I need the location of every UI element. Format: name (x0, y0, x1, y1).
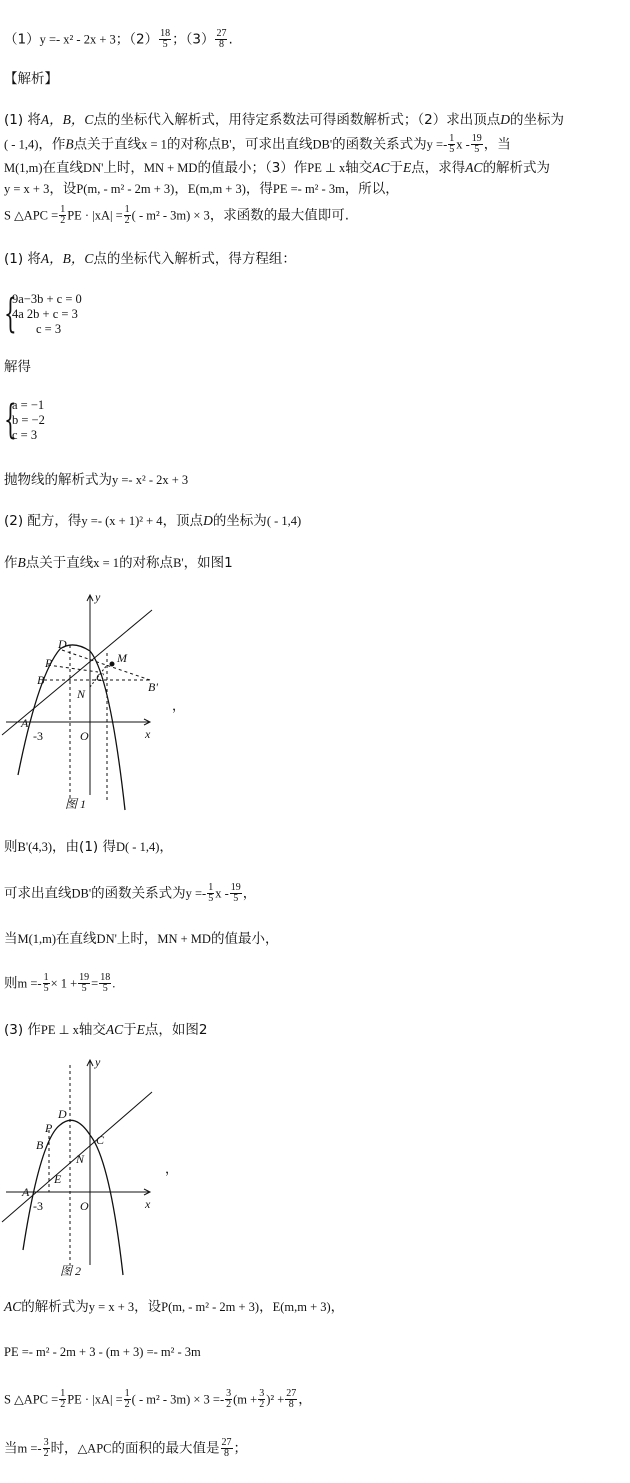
svg-text:图 2: 图 2 (60, 1264, 82, 1278)
svg-text:，: ， (172, 698, 186, 713)
analysis-line-4: y = x + 3，设P(m, - m² - 2m + 3)，E(m,m + 3)，得PE =- m² - 3m，所以， (4, 181, 399, 197)
step9-line: PE =- m² - 2m + 3 - (m + 3) =- m² - 3m (4, 1345, 201, 1359)
svg-text:E: E (54, 1172, 62, 1186)
svg-text:O: O (80, 729, 89, 743)
step11-line: 当m =- $\frac{3}{2}$ 时，△APC的面积的最大值是 $\frac{27}{8}$ ； (4, 1437, 247, 1459)
analysis-line-2: ( - 1,4)，作B点关于直线x = 1的对称点B'，可求出直线DB'的函数关系式为y =- $\frac{1}{5}$ x - $\frac{19}{5}$ ，当 (4, 133, 511, 155)
svg-text:C: C (96, 1133, 105, 1147)
answer-line: （1）y =- x² - 2x + 3；（2） $\frac{18}{5}$ ；（3） $\frac{27}{8}$ . (4, 28, 233, 50)
svg-text:B: B (36, 1138, 44, 1152)
svg-text:图 1: 图 1 (65, 797, 87, 811)
brace-icon: { (4, 397, 17, 443)
solve-label: 解得 (4, 359, 31, 375)
svg-text:，: ， (165, 1161, 179, 1176)
step7-line: (3) 作PE ⊥ x轴交AC于E点，如图2 (4, 1022, 208, 1038)
answer-sep: ；（2） (115, 31, 159, 48)
svg-text:P: P (45, 1121, 53, 1135)
svg-text:B': B' (148, 680, 158, 694)
analysis-line-3: M(1,m)在直线DN'上时，MN + MD的值最小；（3）作PE ⊥ x轴交AC于E点，求得AC的解析式为 (4, 160, 551, 176)
svg-text:O: O (80, 1199, 89, 1213)
svg-text:D: D (58, 637, 67, 651)
equation-system-2: { a = −1 b = −2 c = 3 (4, 397, 45, 443)
figure-1 (0, 585, 220, 820)
answer-equation: y =- x² - 2x + 3 (39, 32, 116, 47)
step10-line: S △APC = $\frac{1}{2}$ PE · |xA| = $\frac{1}{2}$ ( - m² - 3m) × 3 =- $\frac{3}{2}$ (m + $\frac{3}{2}$ )² + $\frac{27}{8}$ ， (4, 1388, 312, 1410)
svg-text:N: N (77, 687, 86, 701)
svg-text:B: B (37, 673, 45, 687)
step3-line: 则B'(4,3)，由(1) 得D( - 1,4)， (4, 839, 173, 855)
analysis-line-5: S △APC = $\frac{1}{2}$ PE · |xA| = $\frac{1}{2}$ ( - m² - 3m) × 3，求函数的最大值即可. (4, 204, 350, 226)
equation-system-1: { 9a−3b + c = 0 4a 2b + c = 3 c = 3 (4, 291, 82, 337)
analysis-title: 【解析】 (4, 71, 58, 87)
svg-text:N: N (76, 1152, 85, 1166)
answer-fraction-2: $\frac{27}{8}$ (216, 28, 227, 50)
svg-text:x: x (145, 727, 151, 741)
svg-text:C: C (96, 670, 105, 684)
step4-line: 可求出直线DB'的函数关系式为y =- $\frac{1}{5}$ x - $\frac{19}{5}$ ， (4, 882, 257, 904)
step2-line: (2) 配方，得y =- (x + 1)² + 4，顶点D的坐标为( - 1,4) (4, 513, 302, 529)
svg-text:-3: -3 (33, 1199, 43, 1213)
svg-text:P: P (45, 656, 53, 670)
step6-line: 则m =- $\frac{1}{5}$ × 1 + $\frac{19}{5}$ = $\frac{18}{5}$ . (4, 972, 116, 994)
svg-text:A: A (21, 716, 29, 730)
svg-text:-3: -3 (33, 729, 43, 743)
step2b-line: 作B点关于直线x = 1的对称点B'，如图1 (4, 555, 233, 571)
svg-text:x: x (145, 1197, 151, 1211)
analysis-line-1: (1) 将A，B，C点的坐标代入解析式，用待定系数法可得函数解析式；（2）求出顶点D的坐标为 (4, 112, 565, 128)
answer-fraction-1: $\frac{18}{5}$ (160, 28, 171, 50)
step5-line: 当M(1,m)在直线DN'上时，MN + MD的值最小， (4, 931, 279, 947)
svg-text:y: y (95, 590, 101, 604)
svg-text:A: A (22, 1185, 30, 1199)
svg-text:y: y (95, 1055, 101, 1069)
answer-part-label: （1） (4, 31, 40, 48)
step8-line: AC的解析式为y = x + 3，设P(m, - m² - 2m + 3)，E(m,m + 3)， (4, 1299, 345, 1315)
step1-line: (1) 将A，B，C点的坐标代入解析式，得方程组： (4, 251, 296, 267)
svg-text:M: M (117, 651, 127, 665)
answer-sep: ；（3） (172, 31, 215, 48)
svg-text:D: D (58, 1107, 67, 1121)
parabola-line: 抛物线的解析式为y =- x² - 2x + 3 (4, 472, 189, 488)
figure-2 (0, 1050, 220, 1285)
brace-icon: { (4, 291, 17, 337)
